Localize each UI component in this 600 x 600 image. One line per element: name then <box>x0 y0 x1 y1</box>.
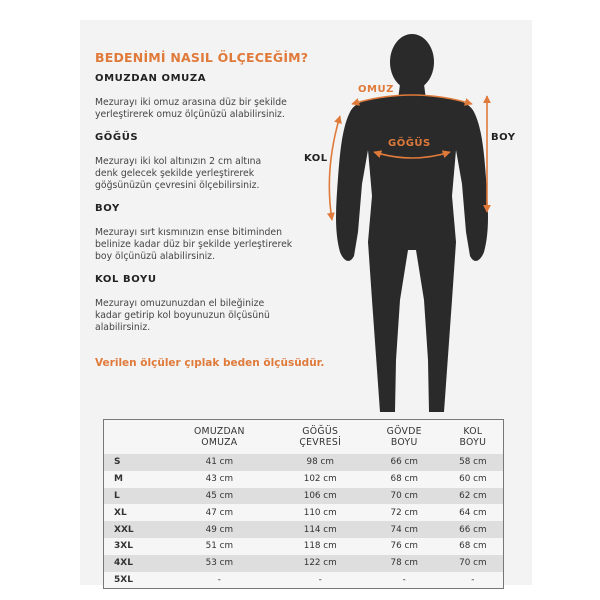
section-heading-height: BOY <box>95 203 120 214</box>
table-cell: 64 cm <box>443 504 504 521</box>
table-cell: 76 cm <box>366 538 443 555</box>
table-cell: - <box>275 572 366 589</box>
label-boy: BOY <box>491 132 516 143</box>
section-text-arm: Mezurayı omuzunuzdan el bileğinize kadar getirip kol boyunuzun ölçüsünü alabilirsiniz. <box>95 298 270 333</box>
table-cell: 98 cm <box>275 454 366 471</box>
section-heading-shoulder: OMUZDAN OMUZA <box>95 73 207 84</box>
table-row <box>104 471 504 488</box>
table-cell: - <box>443 572 504 589</box>
table-cell: 43 cm <box>164 471 275 488</box>
table-cell: 70 cm <box>443 555 504 572</box>
table-cell: 68 cm <box>366 471 443 488</box>
section-text-height: Mezurayı sırt kısmınızın ense bitiminden belinize kadar düz bir şekilde yerleştirerek boy ölçünüzü alabilirsiniz. <box>95 227 293 262</box>
section-text-shoulder: Mezurayı iki omuz arasına düz bir şekilde yerleştirerek omuz ölçünüzü alabilirsiniz. <box>95 97 287 120</box>
table-cell: 106 cm <box>275 488 366 505</box>
table-row <box>104 504 504 521</box>
header-torso: GÖVDE BOYU <box>386 426 422 448</box>
table-cell: 70 cm <box>366 488 443 505</box>
table-cell: 74 cm <box>366 521 443 538</box>
size-cell: L <box>104 488 165 505</box>
size-table <box>103 419 504 589</box>
table-cell: 45 cm <box>164 488 275 505</box>
table-cell: 62 cm <box>443 488 504 505</box>
section-heading-chest: GÖĞÜS <box>95 132 139 143</box>
table-cell: 66 cm <box>443 521 504 538</box>
table-cell: 118 cm <box>275 538 366 555</box>
table-row <box>104 538 504 555</box>
page-title: BEDENİMİ NASIL ÖLÇECEĞİM? <box>95 50 309 65</box>
label-gogus: GÖĞÜS <box>388 138 431 149</box>
size-cell: 3XL <box>104 538 165 555</box>
table-cell: 122 cm <box>275 555 366 572</box>
header-shoulder: OMUZDAN OMUZA <box>193 426 245 448</box>
table-row <box>104 488 504 505</box>
label-omuz: OMUZ <box>358 84 394 95</box>
section-text-chest: Mezurayı iki kol altınızın 2 cm altına denk gelecek şekilde yerleştirerek göğsünüzün çevresini ölçebilirsiniz. <box>95 156 262 191</box>
header-size <box>104 420 165 455</box>
size-cell: XXL <box>104 521 165 538</box>
table-cell: 114 cm <box>275 521 366 538</box>
table-row <box>104 454 504 471</box>
table-cell: 49 cm <box>164 521 275 538</box>
size-cell: M <box>104 471 165 488</box>
size-table-header <box>104 420 504 455</box>
table-cell: 41 cm <box>164 454 275 471</box>
header-chest: GÖĞÜS ÇEVRESİ <box>299 426 342 448</box>
table-cell: 58 cm <box>443 454 504 471</box>
table-cell: - <box>164 572 275 589</box>
table-cell: 47 cm <box>164 504 275 521</box>
table-cell: 51 cm <box>164 538 275 555</box>
table-row <box>104 555 504 572</box>
size-cell: 4XL <box>104 555 165 572</box>
label-kol: KOL <box>304 153 328 164</box>
table-cell: 102 cm <box>275 471 366 488</box>
table-cell: 53 cm <box>164 555 275 572</box>
size-cell: S <box>104 454 165 471</box>
table-cell: 60 cm <box>443 471 504 488</box>
table-cell: 110 cm <box>275 504 366 521</box>
table-cell: 72 cm <box>366 504 443 521</box>
table-cell: 66 cm <box>366 454 443 471</box>
table-cell: - <box>366 572 443 589</box>
measurement-note: Verilen ölçüler çıplak beden ölçüsüdür. <box>95 357 325 369</box>
table-cell: 78 cm <box>366 555 443 572</box>
table-row <box>104 572 504 589</box>
header-arm: KOL BOYU <box>459 426 487 448</box>
section-heading-arm: KOL BOYU <box>95 274 157 285</box>
size-cell: XL <box>104 504 165 521</box>
table-row <box>104 521 504 538</box>
size-cell: 5XL <box>104 572 165 589</box>
table-cell: 68 cm <box>443 538 504 555</box>
